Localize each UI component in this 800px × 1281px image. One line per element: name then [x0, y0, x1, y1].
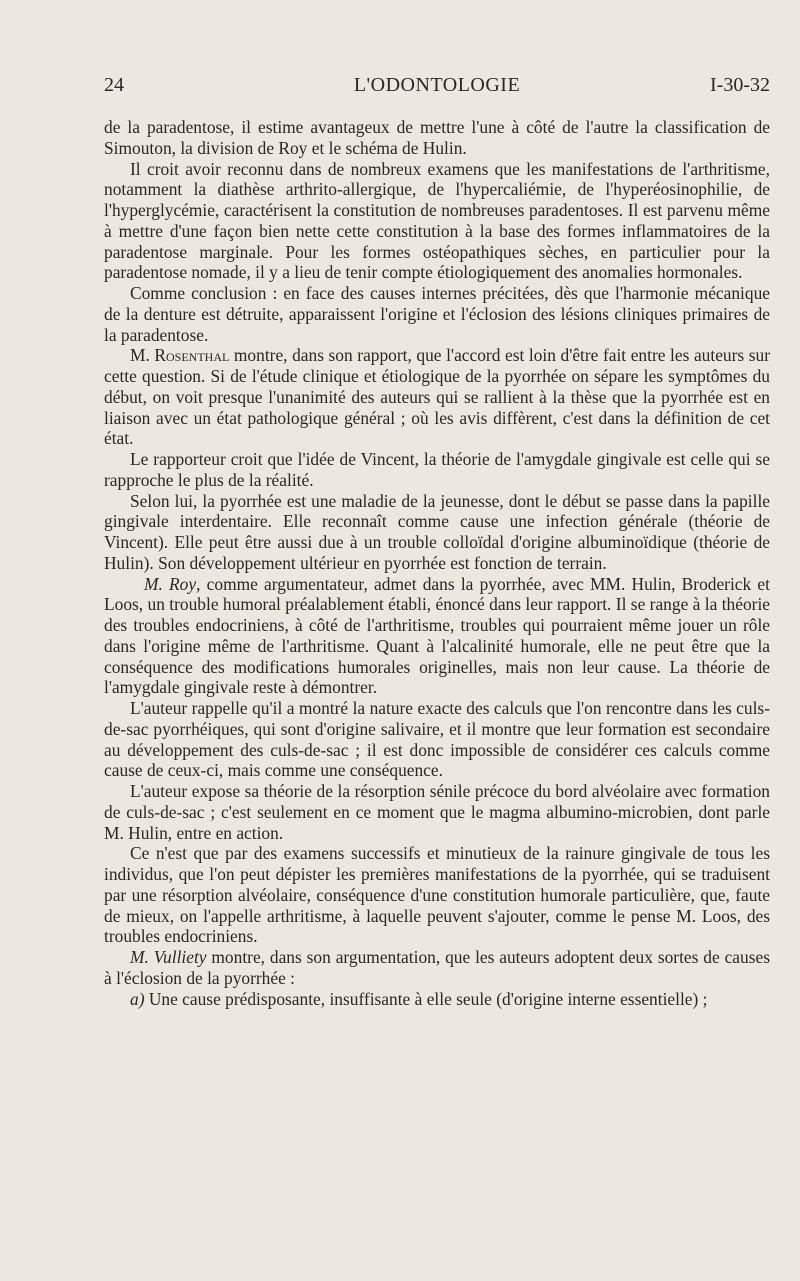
paragraph: L'auteur rappelle qu'il a montré la nature exacte des calculs que l'on rencontre dans les culs-de-sac pyorrhéiques, qui sont d'origine salivaire, et il montre que leur formation est secondaire au développement des culs-de-sac ; il est donc impossible de considérer ces calculs comme cause de ceux-ci, mais comme une conséquence.: [104, 698, 770, 781]
paragraph: L'auteur expose sa théorie de la résorption sénile précoce du bord alvéolaire avec formation de culs-de-sac ; c'est seulement en ce moment que le magma albumino-microbien, dont parle M. Hulin, entre en action.: [104, 781, 770, 843]
paragraph: M. Vulliety montre, dans son argumentation, que les auteurs adoptent deux sortes de causes à l'éclosion de la pyorrhée :: [104, 947, 770, 988]
paragraph: de la paradentose, il estime avantageux de mettre l'une à côté de l'autre la classification de Simouton, la division de Roy et le schéma de Hulin.: [104, 117, 770, 158]
speaker-name: M. Roy: [144, 573, 197, 594]
paragraph: Selon lui, la pyorrhée est une maladie de la jeunesse, dont le début se passe dans la papille gingivale interdentaire. Elle reconnaît comme cause une infection générale (théorie de Vincent). Elle peut être aussi due à un trouble colloïdal d'origine albuminoïdique (théorie de Hulin). Son développement ultérieur en pyorrhée est fonction de terrain.: [104, 490, 770, 573]
paragraph: M. Rosenthal montre, dans son rapport, que l'accord est loin d'être fait entre les auteurs sur cette question. Si de l'étude clinique et étiologique de la pyorrhée on sépare les symptômes du début, on voit presque l'unanimité des auteurs qui se rallient à la thèse que la pyorrhée est en liaison avec un état pathologique général ; où les avis diffèrent, c'est dans la définition de cet état.: [104, 345, 770, 449]
journal-title: L'ODONTOLOGIE: [353, 74, 521, 96]
speaker-name: M. Rosenthal: [130, 345, 230, 366]
paragraph: Le rapporteur croit que l'idée de Vincent, la théorie de l'amygdale gingivale est celle qui se rapproche le plus de la réalité.: [104, 449, 770, 490]
running-header: [104, 74, 770, 100]
paragraph: Comme conclusion : en face des causes internes précitées, dès que l'harmonie mécanique de la denture est détruite, apparaissent l'origine et l'éclosion des lésions cliniques primaires de la paradentose.: [104, 283, 770, 345]
paragraph: Il croit avoir reconnu dans de nombreux examens que les manifestations de l'arthritisme, notamment la diathèse arthrito-allergique, de l'hypercaliémie, de l'hyperéosinophilie, de l'hyperglycémie, caractérisent la constitution de nombreuses paradentoses. Il est parvenu même à mettre d'une façon bien nette cette constitution à la base des formes inflammatoires de la paradentose marginale. Pour les formes ostéopathiques sèches, en particulier pour la paradentose nomade, il y a lieu de tenir compte étiologiquement des anomalies hormonales.: [104, 158, 770, 283]
issue-number: I-30-32: [710, 74, 770, 96]
speaker-name: M. Vulliety: [130, 947, 207, 967]
paragraph: M. Roy, comme argumentateur, admet dans la pyorrhée, avec MM. Hulin, Broderick et Loos, un trouble humoral préalablement établi, énoncé dans leur rapport. Il se range à la théorie des troubles endocriniens, à côté de l'arthritisme, troubles qui pourraient même jouer un rôle dans l'origine même de l'arthritisme. Quant à l'alcalinité humorale, elle ne peut être que la conséquence des modifications humorales originelles, mais non leur cause. La théorie de l'amygdale gingivale reste à démontrer.: [104, 573, 770, 698]
body-text: [104, 117, 770, 1009]
list-marker: a): [130, 988, 145, 1009]
paragraph: Ce n'est que par des examens successifs et minutieux de la rainure gingivale de tous les individus, que l'on peut dépister les premières manifestations de la pyorrhée, qui se traduisent par une résorption alvéolaire, conséquence d'une constitution humorale particulière, que, faute de mieux, on l'appelle arthritisme, à laquelle peuvent s'ajouter, comme le pense M. Loos, des troubles endocriniens.: [104, 843, 770, 947]
page-number: 24: [104, 74, 124, 96]
paragraph: a) Une cause prédisposante, insuffisante à elle seule (d'origine interne essentielle) ;: [130, 988, 708, 1009]
